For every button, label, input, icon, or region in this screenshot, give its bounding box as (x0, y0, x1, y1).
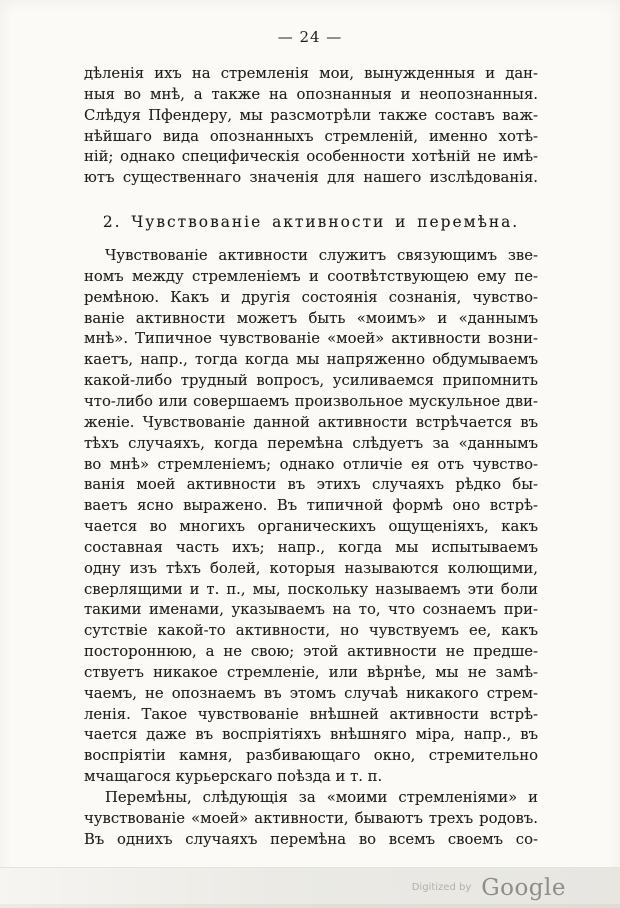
text-line: номъ между стремленіемъ и соотвѣтствующею ему пе- (84, 267, 538, 285)
text-line: ваетъ ясно выражено. Въ типичной формѣ оно встрѣ- (84, 497, 538, 515)
text-line: ствуетъ никакое стремленіе, или вѣрнѣе, мы не замѣ- (84, 663, 538, 681)
text-line: Чувствованіе активности служитъ связующимъ зве- (105, 247, 538, 265)
text-line: ремѣною. Какъ и другія состоянія сознанія, чувство- (84, 288, 538, 306)
text-line: ютъ существеннаго значенія для нашего изслѣдованія. (84, 169, 538, 187)
paragraph-activity (84, 246, 538, 788)
paragraph-changes (84, 788, 538, 851)
text-line: составная часть ихъ; напр., когда мы испытываемъ (84, 538, 538, 556)
text-line: Слѣдуя Пфендеру, мы разсмотрѣли также составъ важ- (84, 106, 538, 124)
text-line: чувствованіе «моей» активности, бываютъ трехъ родовъ. (84, 809, 538, 827)
text-line: постороннюю, а не свою; этой активности не предше- (84, 643, 538, 661)
text-line: мнѣ». Типичное чувствованіе «моей» активности возни- (84, 330, 538, 348)
text-line: ванія моей активности въ этихъ случаяхъ рѣдко бы- (84, 476, 538, 494)
text-line: ленія. Такое чувствованіе внѣшней активности встрѣ- (84, 705, 538, 723)
paragraph-intro (84, 64, 538, 189)
text-line: какой-либо трудный вопросъ, усиливаемся припомнить (84, 372, 538, 390)
text-line: женіе. Чувствованіе данной активности встрѣчается въ (84, 413, 538, 431)
text-line: во мнѣ» стремленіемъ; однако отличіе ея отъ чувство- (84, 455, 538, 473)
text-line: такими именами, указываемъ на то, что сознаемъ при- (84, 601, 538, 619)
text-line: чается даже въ воспріятіяхъ внѣшняго міра, напр., въ (84, 726, 538, 744)
text-line: Въ однихъ случаяхъ перемѣна во всемъ своемъ со- (84, 830, 538, 848)
text-line: сутствіе какой-то активности, но чувствуемъ ее, какъ (84, 622, 538, 640)
text-line: что-либо или совершаемъ произвольное мускульное дви- (84, 392, 538, 410)
text-line: тѣхъ случаяхъ, когда перемѣна слѣдуетъ за «даннымъ (84, 434, 538, 452)
text-line: одну изъ тѣхъ болей, которыя называются колющими, (84, 559, 538, 577)
page-number: — 24 — (277, 28, 343, 46)
text-line: Перемѣны, слѣдующія за «моими стремленіями» и (105, 789, 538, 806)
digitized-by-label: Digitized by (411, 881, 472, 893)
text-line: каетъ, напр., тогда когда мы напряженно обдумываемъ (84, 351, 538, 369)
text-line: ваніе активности можетъ быть «моимъ» и «даннымъ (84, 309, 538, 327)
text-line: ныя во мнѣ, а также на опознанныя и неопознанныя. (84, 85, 538, 103)
section-heading: 2. Чувствованіе активности и перемѣна. (102, 213, 520, 232)
text-line: чаемъ, не опознаемъ въ этомъ случаѣ никакого стрем- (84, 684, 538, 702)
text-line: мчащагося курьерскаго поѣзда и т. п. (84, 768, 383, 786)
text-line: сверлящими и т. п., мы, поскольку называемъ эти боли (84, 580, 538, 598)
google-logo: Google (481, 875, 566, 901)
text-line: нѣйшаго вида опознанныхъ стремленій, именно хотѣ- (84, 127, 538, 145)
text-line: дѣленія ихъ на стремленія мои, вынужденныя и дан- (84, 65, 538, 82)
text-line: ній; однако специфическія особенности хотѣній не имѣ- (84, 148, 538, 166)
text-line: воспріятіи камня, разбивающаго окно, стремительно (84, 747, 538, 765)
text-line: чается во многихъ органическихъ ощущеніяхъ, какъ (84, 518, 538, 536)
scan-footer (0, 867, 620, 908)
